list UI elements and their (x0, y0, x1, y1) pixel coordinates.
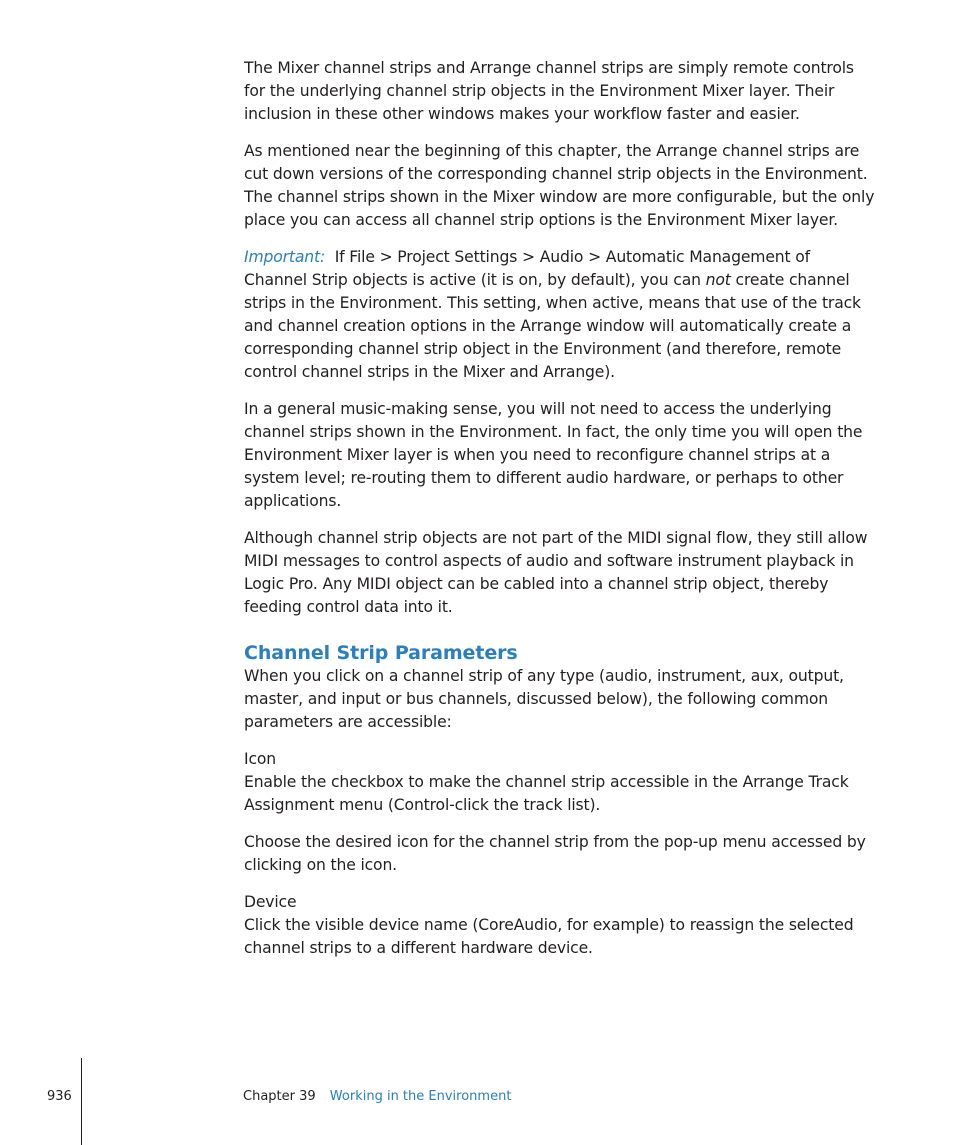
icon-paragraph: Enable the checkbox to make the channel strip accessible in the Arrange Track Assignment menu (Control-click the track list). (244, 773, 849, 814)
important-text: If File > Project Settings > Audio > Automatic Management of Channel Strip objects is active (it is on, by default), you can (244, 248, 810, 289)
important-emphasis: not (705, 271, 731, 289)
chapter-label: Chapter 39 (243, 1089, 316, 1104)
icon-paragraph: Choose the desired icon for the channel strip from the pop-up menu accessed by clicking on the icon. (244, 833, 866, 874)
section-heading: Channel Strip Parameters (244, 642, 518, 664)
body-paragraph: The Mixer channel strips and Arrange channel strips are simply remote controls for the underlying channel strip objects in the Environment Mixer layer. Their inclusion in these other windows makes your workflow faster and easier. (244, 59, 854, 123)
page-body (244, 57, 876, 974)
important-text-continued: create channel strips in the Environment. This setting, when active, means that use of the track and channel creation options in the Arrange window will automatically create a corresponding channel strip object in the Environment (and therefore, remote control channel strips in the Mixer and Arrange). (244, 271, 861, 381)
chapter-title: Working in the Environment (329, 1089, 512, 1104)
section-intro: When you click on a channel strip of any type (audio, instrument, aux, output, master, and input or bus channels, discussed below), the following common parameters are accessible: (244, 667, 844, 731)
body-paragraph: In a general music-making sense, you will not need to access the underlying channel strips shown in the Environment. In fact, the only time you will open the Environment Mixer layer is when you need to reconfigure channel strips at a system level; re-routing them to different audio hardware, or perhaps to other applications. (244, 400, 863, 510)
device-paragraph: Click the visible device name (CoreAudio, for example) to reassign the selected channel strips to a different hardware device. (244, 916, 854, 957)
subheading-device: Device (244, 893, 297, 911)
important-note (244, 246, 876, 384)
body-paragraph: As mentioned near the beginning of this chapter, the Arrange channel strips are cut down versions of the corresponding channel strip objects in the Environment. The channel strips shown in the Mixer window are more configurable, but the only place you can access all channel strip options is the Environment Mixer layer. (244, 142, 875, 229)
footer-divider (81, 1058, 82, 1145)
subheading-icon: Icon (244, 750, 276, 768)
body-paragraph: Although channel strip objects are not part of the MIDI signal flow, they still allow MIDI messages to control aspects of audio and software instrument playback in Logic Pro. Any MIDI object can be cabled into a channel strip object, thereby feeding control data into it. (244, 529, 868, 616)
footer-chapter (243, 1088, 511, 1106)
important-label: Important: (244, 248, 326, 266)
page-number: 936 (47, 1089, 72, 1104)
